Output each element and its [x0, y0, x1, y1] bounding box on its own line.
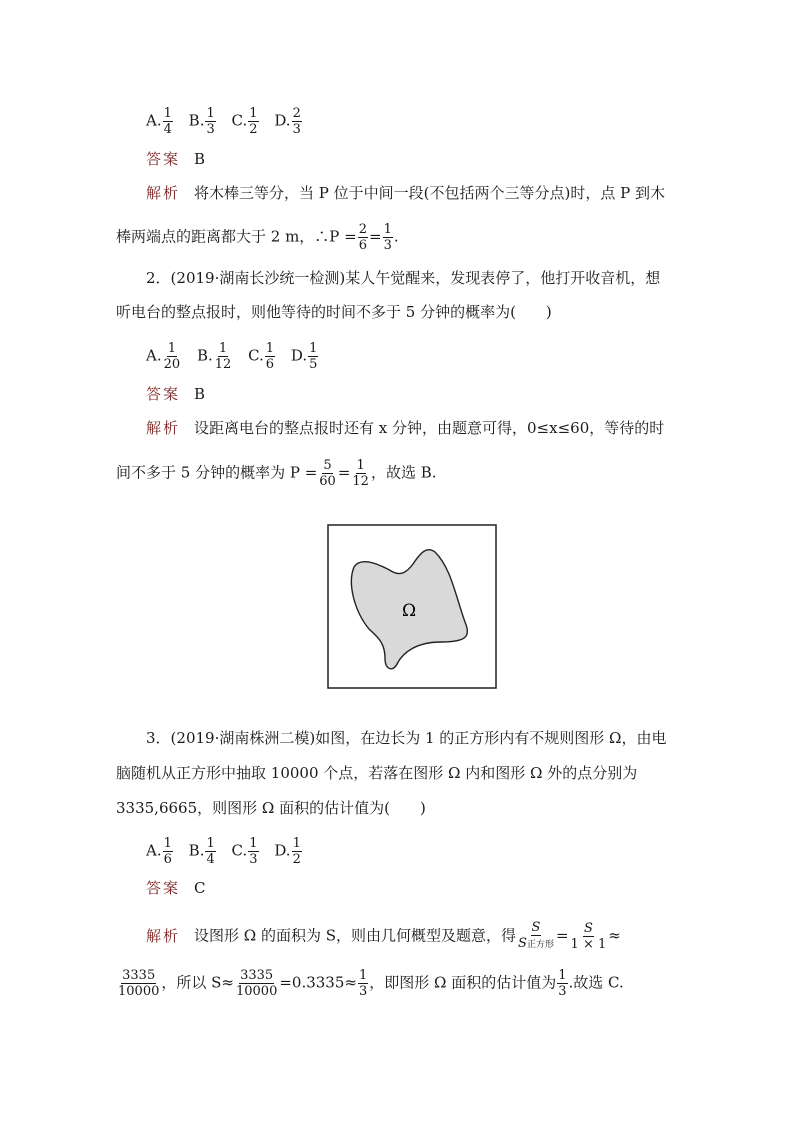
- answer-label: 答案: [146, 879, 181, 897]
- answer-value: B: [194, 150, 206, 168]
- q1-options: [146, 106, 313, 137]
- q2-option-a: A. $\frac{1}{20}$: [146, 341, 181, 372]
- q2-option-d: D. $\frac{1}{5}$: [290, 341, 318, 372]
- q3-option-b: B. $\frac{1}{4}$: [188, 836, 215, 867]
- q3-stem-line3: 3335,6665，则图形 Ω 面积的估计值为( ): [116, 799, 426, 817]
- q1-option-b: B. $\frac{1}{3}$: [188, 106, 215, 137]
- q3-stem-line2: 脑随机从正方形中抽取 10000 个点，若落在图形 Ω 内和图形 Ω 外的点分别为: [116, 764, 638, 782]
- q1-analysis-line2: 棒两端点的距离都大于 2 m，∴P = $\frac{2}{6}$ = $\frac{1}{3}$ .: [116, 222, 399, 253]
- analysis-label: 解析: [146, 926, 181, 945]
- q3-option-c: C. $\frac{1}{3}$: [231, 836, 258, 867]
- q3-option-a: A. $\frac{1}{6}$: [146, 836, 172, 867]
- q2-answer: [146, 384, 205, 404]
- analysis-label: 解析: [146, 184, 181, 202]
- analysis-label: 解析: [146, 419, 181, 437]
- answer-value: B: [194, 385, 206, 403]
- q3-analysis-line2: $\frac{3335}{10000}$ ，所以 S≈ $\frac{3335}{10000}$ =0.3335≈ $\frac{1}{3}$ ，即图形 Ω 面积的估计值为 $\frac{1}{3}$ .故选 C.: [118, 968, 624, 999]
- q2-analysis-line2: 间不多于 5 分钟的概率为 P = $\frac{5}{60}$ = $\frac{1}{12}$ ，故选 B.: [116, 458, 437, 489]
- answer-label: 答案: [146, 150, 181, 168]
- omega-label: Ω: [401, 601, 417, 621]
- q3-answer: [146, 878, 206, 898]
- answer-label: 答案: [146, 385, 181, 403]
- q2-option-b: B. $\frac{1}{12}$: [196, 341, 232, 372]
- q2-stem-line1: 2．(2019·湖南长沙统一检测)某人午觉醒来，发现表停了，他打开收音机，想: [146, 269, 661, 287]
- q2-analysis-line1: 解析 设距离电台的整点报时还有 x 分钟，由题意可得，0≤x≤60，等待的时: [146, 419, 665, 437]
- answer-value: C: [194, 879, 206, 897]
- q3-stem-line1: 3．(2019·湖南株洲二模)如图，在边长为 1 的正方形内有不规则图形 Ω，由电: [146, 729, 667, 747]
- q1-option-a: A. $\frac{1}{4}$: [146, 106, 172, 137]
- q1-option-c: C. $\frac{1}{2}$: [231, 106, 258, 137]
- omega-figure: [327, 524, 497, 689]
- q2-stem-line2: 听电台的整点报时，则他等待的时间不多于 5 分钟的概率为( ): [116, 303, 552, 321]
- q3-analysis-line1: 解析 设图形 Ω 的面积为 S，则由几何概型及题意，得 $\frac{S}{\text{S正方形}}$ = $\frac{S}{1 \times 1}$ ≈: [146, 920, 621, 952]
- q2-option-c: C. $\frac{1}{6}$: [248, 341, 275, 372]
- q1-analysis-line1: 解析 将木棒三等分，当 P 位于中间一段(不包括两个三等分点)时，点 P 到木: [146, 184, 665, 202]
- q1-option-d: D. $\frac{2}{3}$: [274, 106, 301, 137]
- q2-options: [146, 341, 329, 372]
- q3-options: [146, 836, 313, 867]
- q1-answer: [146, 149, 205, 169]
- q3-option-d: D. $\frac{1}{2}$: [274, 836, 301, 867]
